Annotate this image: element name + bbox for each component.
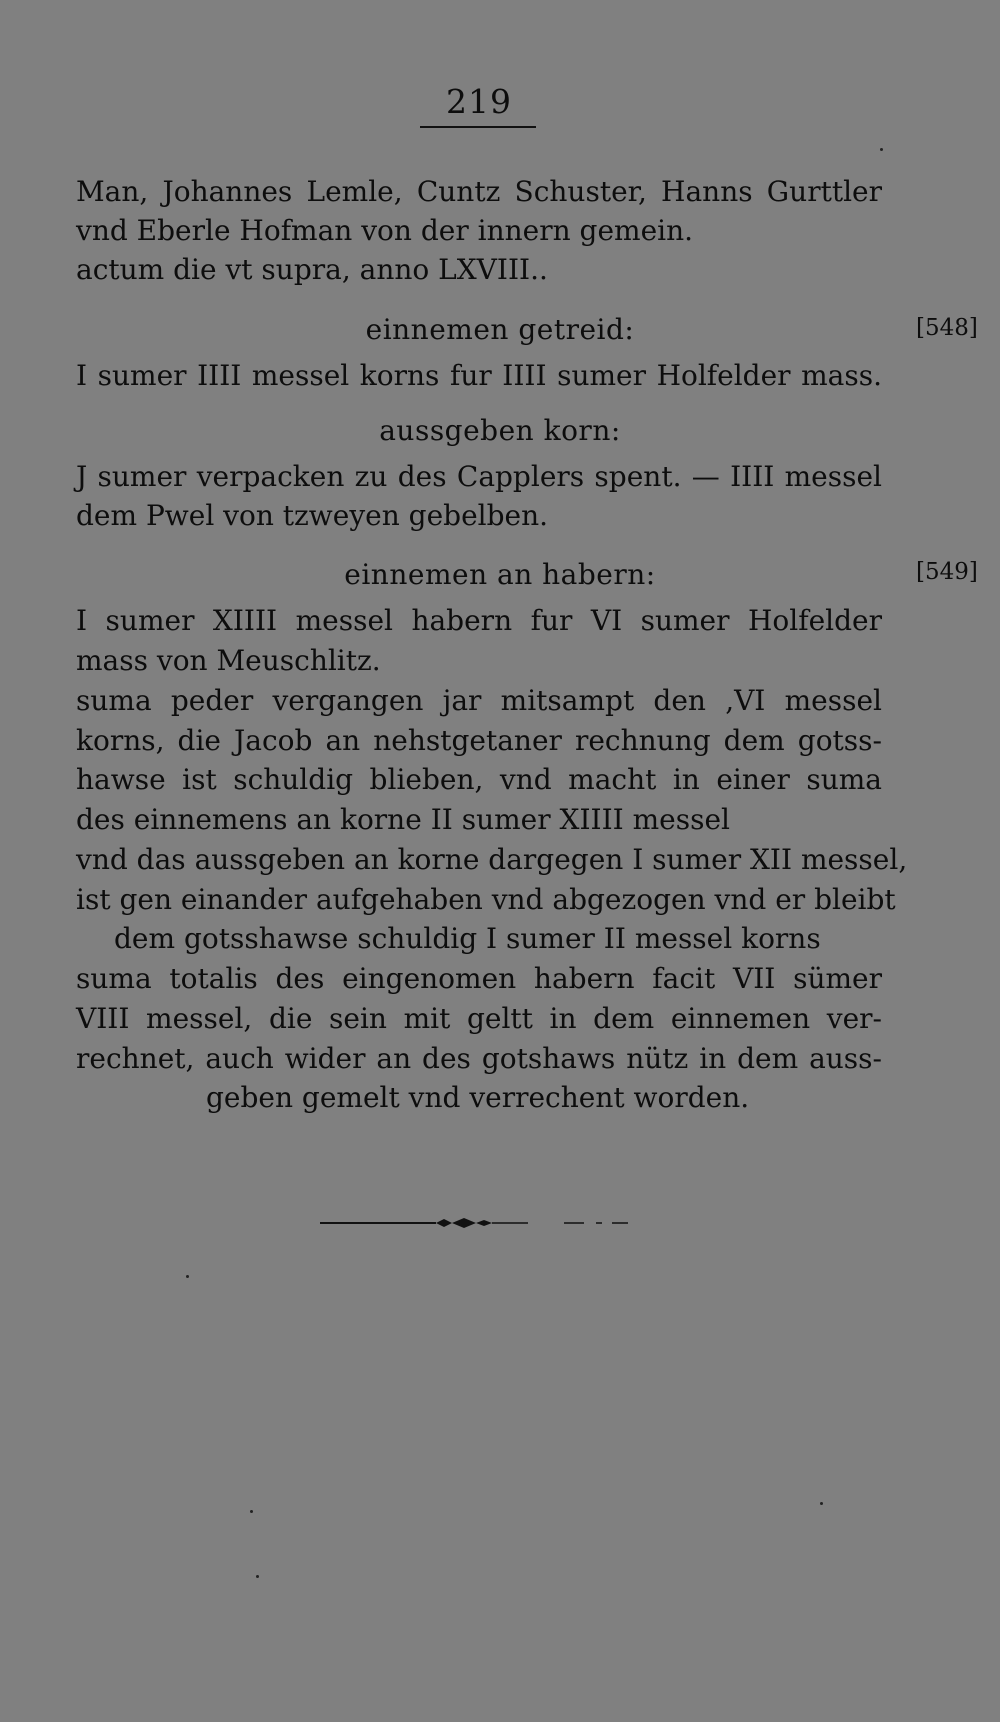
text-line: J sumer verpacken zu des Capplers spent. — IIII messel bbox=[76, 460, 882, 493]
print-speck bbox=[820, 1502, 823, 1505]
text-line: I sumer XIIII messel habern fur VI sumer Holfelder bbox=[76, 604, 882, 637]
text-line: suma peder vergangen jar mitsampt den ,VI messel bbox=[76, 684, 882, 717]
text-line: mass von Meuschlitz. bbox=[76, 644, 381, 677]
print-speck bbox=[880, 148, 883, 151]
text-line: actum die vt supra, anno LXVIII.. bbox=[76, 253, 548, 286]
page-number-rule bbox=[420, 126, 536, 128]
text-line: dem gotsshawse schuldig I sumer II messel korns bbox=[114, 922, 821, 955]
section-heading: einnemen an habern: bbox=[344, 558, 656, 591]
text-line: ist gen einander aufgehaben vnd abgezogen vnd er bleibt bbox=[76, 883, 896, 916]
text-line: I sumer IIII messel korns fur IIII sumer Holfelder mass. bbox=[76, 359, 882, 392]
text-line: rechnet, auch wider an des gotshaws nütz in dem auss- bbox=[76, 1042, 882, 1075]
marginal-note: [549] bbox=[916, 559, 978, 585]
text-line: vnd das aussgeben an korne dargegen I sumer XII messel, bbox=[76, 843, 908, 876]
marginal-note: [548] bbox=[916, 315, 978, 341]
text-line: vnd Eberle Hofman von der innern gemein. bbox=[76, 214, 694, 247]
print-speck bbox=[256, 1575, 259, 1578]
section-heading: aussgeben korn: bbox=[379, 414, 621, 447]
section-heading: einnemen getreid: bbox=[365, 313, 635, 346]
text-line: suma totalis des eingenomen habern facit VII sümer bbox=[76, 962, 882, 995]
text-line: VIII messel, die sein mit geltt in dem einnemen ver- bbox=[76, 1002, 882, 1035]
print-speck bbox=[250, 1510, 253, 1513]
text-line: geben gemelt vnd verrechent worden. bbox=[206, 1081, 750, 1114]
text-line: hawse ist schuldig blieben, vnd macht in einer suma bbox=[76, 763, 882, 796]
text-line: korns, die Jacob an nehstgetaner rechnung dem gotss- bbox=[76, 724, 882, 757]
text-line: dem Pwel von tzweyen gebelben. bbox=[76, 499, 549, 532]
ornament-divider bbox=[318, 1213, 630, 1233]
page-number: 219 bbox=[446, 82, 512, 121]
text-line: des einnemens an korne II sumer XIIII messel bbox=[76, 803, 730, 836]
text-line: Man, Johannes Lemle, Cuntz Schuster, Hanns Gurttler bbox=[76, 175, 882, 208]
print-speck bbox=[186, 1275, 189, 1278]
